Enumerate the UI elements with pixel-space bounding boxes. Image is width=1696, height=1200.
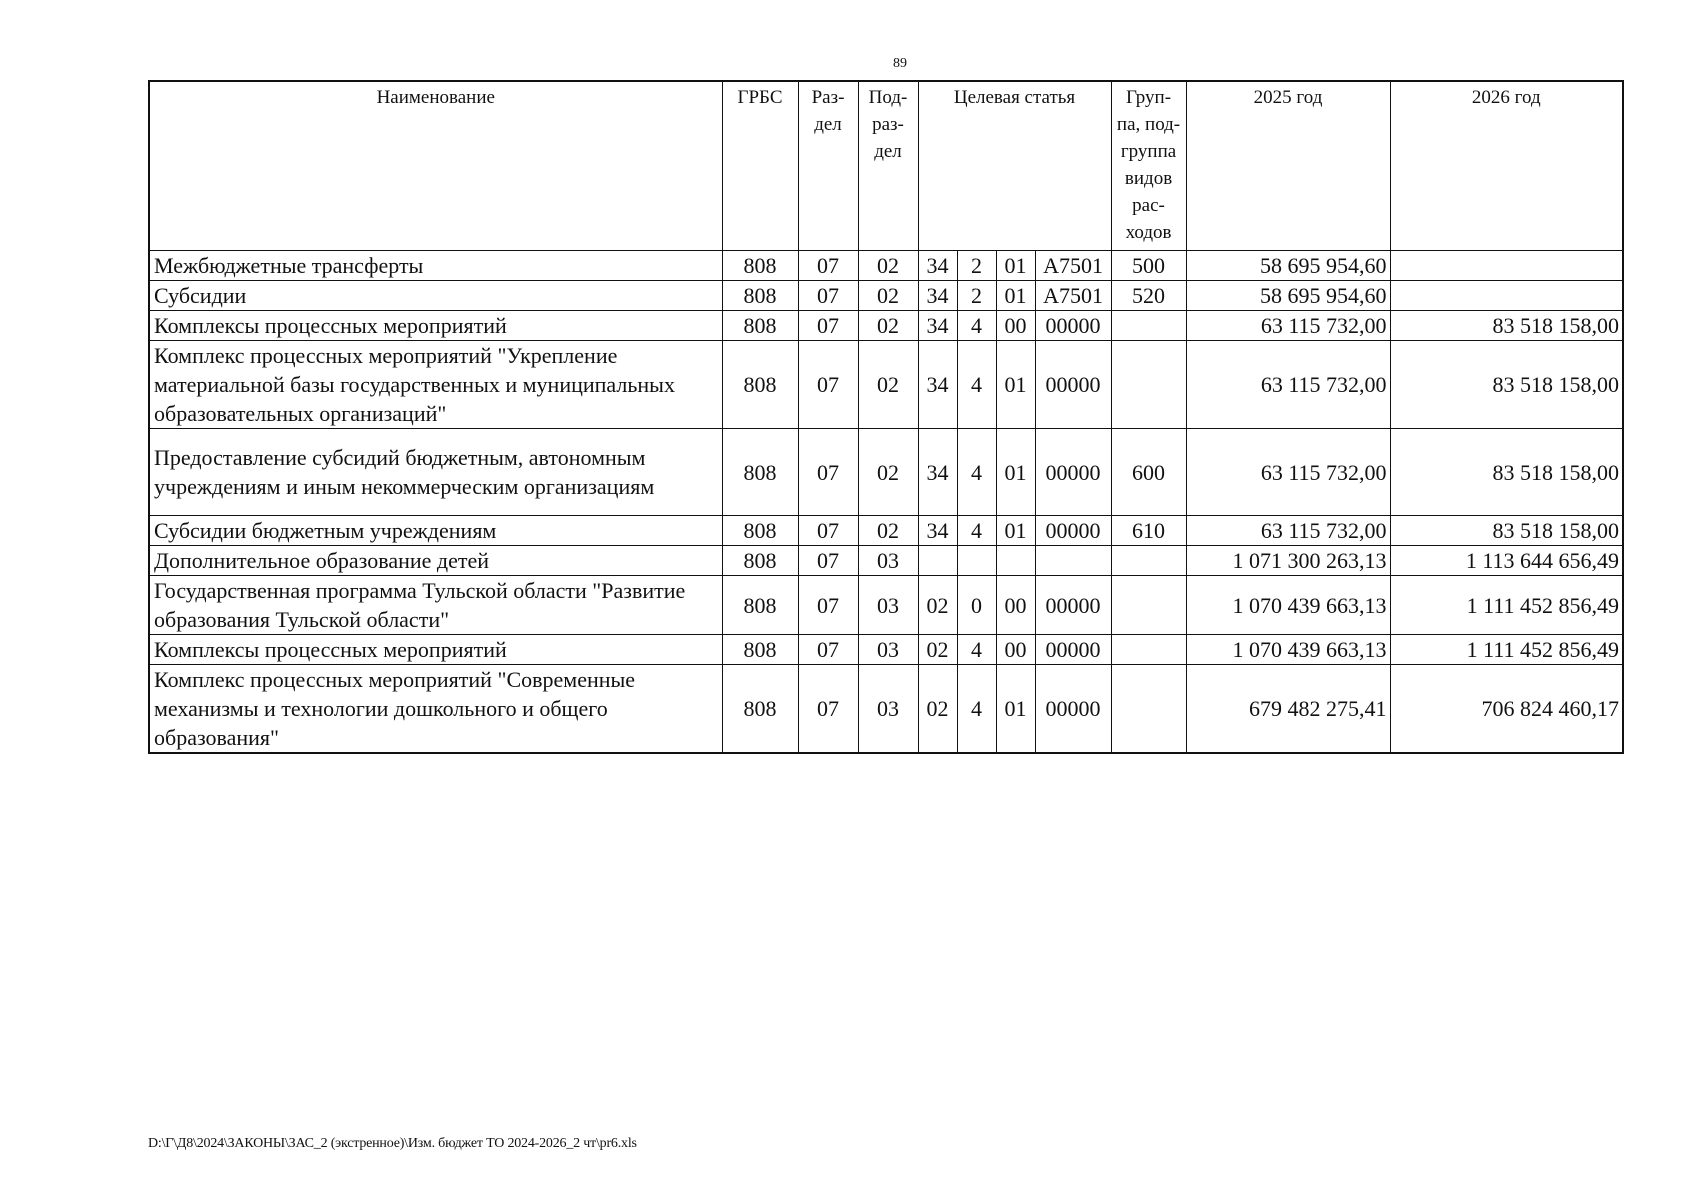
table-row [149,516,1623,546]
table-row [149,576,1623,635]
row-razdel: 07 [798,516,858,546]
row-target-1: 34 [918,311,957,341]
row-podrazdel: 03 [858,546,918,576]
file-path: D:\Г\Д8\2024\ЗАКОНЫ\ЗАС_2 (экстренное)\Изм. бюджет ТО 2024-2026_2 чт\pr6.xls [148,1136,637,1151]
row-razdel: 07 [798,635,858,665]
row-name: Межбюджетные трансферты [149,251,722,281]
row-name: Дополнительное образование детей [149,546,722,576]
budget-table [148,80,1624,754]
row-target-2: 4 [957,311,996,341]
row-group: 500 [1111,251,1186,281]
row-target-2: 4 [957,516,996,546]
row-target-4: 00000 [1035,516,1111,546]
row-name: Комплексы процессных мероприятий [149,635,722,665]
row-grbs: 808 [722,516,798,546]
row-target-3: 01 [996,665,1035,754]
row-name: Комплекс процессных мероприятий "Укрепление материальной базы государственных и муниципальных образовательных организаций" [149,341,722,429]
row-grbs: 808 [722,311,798,341]
row-podrazdel: 02 [858,429,918,516]
row-2026: 1 111 452 856,49 [1390,635,1623,665]
row-target-4: 00000 [1035,341,1111,429]
row-2025: 63 115 732,00 [1186,341,1390,429]
table-row [149,251,1623,281]
row-group [1111,341,1186,429]
table-row [149,429,1623,516]
row-grbs: 808 [722,665,798,754]
row-group [1111,576,1186,635]
header-name: Наименование [149,81,722,251]
row-grbs: 808 [722,281,798,311]
row-target-3: 01 [996,516,1035,546]
table-row [149,311,1623,341]
row-target-4 [1035,546,1111,576]
row-podrazdel: 02 [858,516,918,546]
row-2025: 679 482 275,41 [1186,665,1390,754]
row-2025: 63 115 732,00 [1186,429,1390,516]
row-target-4: 00000 [1035,429,1111,516]
row-target-3: 01 [996,281,1035,311]
page-number: 89 [893,56,907,71]
row-target-1: 34 [918,516,957,546]
row-target-1: 02 [918,665,957,754]
table-row [149,281,1623,311]
table-header-row [149,81,1623,251]
row-target-1: 34 [918,251,957,281]
row-target-4: 00000 [1035,576,1111,635]
row-grbs: 808 [722,251,798,281]
row-group [1111,311,1186,341]
row-target-4: 00000 [1035,665,1111,754]
row-group: 600 [1111,429,1186,516]
row-target-2: 4 [957,665,996,754]
row-2025: 1 070 439 663,13 [1186,576,1390,635]
row-2026: 706 824 460,17 [1390,665,1623,754]
row-target-3: 00 [996,311,1035,341]
row-razdel: 07 [798,251,858,281]
row-podrazdel: 02 [858,251,918,281]
row-2025: 1 070 439 663,13 [1186,635,1390,665]
row-grbs: 808 [722,635,798,665]
row-2025: 63 115 732,00 [1186,311,1390,341]
table-row [149,665,1623,754]
header-2025: 2025 год [1186,81,1390,251]
row-podrazdel: 02 [858,341,918,429]
row-target-4: 00000 [1035,635,1111,665]
row-2026: 83 518 158,00 [1390,341,1623,429]
row-group [1111,635,1186,665]
row-name: Субсидии [149,281,722,311]
row-group [1111,665,1186,754]
row-2026: 83 518 158,00 [1390,516,1623,546]
header-target: Целевая статья [918,81,1111,251]
row-grbs: 808 [722,546,798,576]
row-2026 [1390,281,1623,311]
row-target-2: 2 [957,251,996,281]
table-row [149,635,1623,665]
row-name: Государственная программа Тульской области "Развитие образования Тульской области" [149,576,722,635]
row-razdel: 07 [798,546,858,576]
row-podrazdel: 02 [858,311,918,341]
row-grbs: 808 [722,576,798,635]
row-target-2: 0 [957,576,996,635]
row-group: 610 [1111,516,1186,546]
row-target-1: 34 [918,341,957,429]
row-name: Комплексы процессных мероприятий [149,311,722,341]
row-razdel: 07 [798,429,858,516]
row-target-2: 4 [957,429,996,516]
row-razdel: 07 [798,311,858,341]
row-target-3: 00 [996,576,1035,635]
row-podrazdel: 02 [858,281,918,311]
row-group: 520 [1111,281,1186,311]
row-2026: 1 111 452 856,49 [1390,576,1623,635]
row-2026 [1390,251,1623,281]
row-target-1: 02 [918,576,957,635]
row-target-4: 00000 [1035,311,1111,341]
row-name: Предоставление субсидий бюджетным, автономным учреждениям и иным некоммерческим организациям [149,429,722,516]
row-razdel: 07 [798,665,858,754]
row-2026: 1 113 644 656,49 [1390,546,1623,576]
row-target-2: 4 [957,635,996,665]
row-target-4: А7501 [1035,251,1111,281]
row-target-2: 4 [957,341,996,429]
row-2025: 58 695 954,60 [1186,251,1390,281]
row-podrazdel: 03 [858,635,918,665]
header-grbs: ГРБС [722,81,798,251]
row-name: Субсидии бюджетным учреждениям [149,516,722,546]
header-group: Груп-па, под-группа видов рас-ходов [1111,81,1186,251]
row-2025: 58 695 954,60 [1186,281,1390,311]
row-grbs: 808 [722,429,798,516]
row-target-3: 01 [996,251,1035,281]
table-row [149,546,1623,576]
row-target-3: 01 [996,341,1035,429]
row-target-4: А7501 [1035,281,1111,311]
row-2026: 83 518 158,00 [1390,311,1623,341]
row-target-3: 00 [996,635,1035,665]
row-target-1 [918,546,957,576]
header-2026: 2026 год [1390,81,1623,251]
row-podrazdel: 03 [858,665,918,754]
row-podrazdel: 03 [858,576,918,635]
row-target-2: 2 [957,281,996,311]
row-target-2 [957,546,996,576]
header-podrazdel: Под-раз-дел [858,81,918,251]
row-group [1111,546,1186,576]
row-razdel: 07 [798,576,858,635]
table-row [149,341,1623,429]
row-razdel: 07 [798,341,858,429]
row-target-1: 34 [918,429,957,516]
row-target-3: 01 [996,429,1035,516]
row-razdel: 07 [798,281,858,311]
row-target-1: 02 [918,635,957,665]
row-2025: 1 071 300 263,13 [1186,546,1390,576]
row-grbs: 808 [722,341,798,429]
header-razdel: Раз-дел [798,81,858,251]
row-target-1: 34 [918,281,957,311]
row-name: Комплекс процессных мероприятий "Современные механизмы и технологии дошкольного и общего образования" [149,665,722,754]
row-target-3 [996,546,1035,576]
row-2025: 63 115 732,00 [1186,516,1390,546]
row-2026: 83 518 158,00 [1390,429,1623,516]
